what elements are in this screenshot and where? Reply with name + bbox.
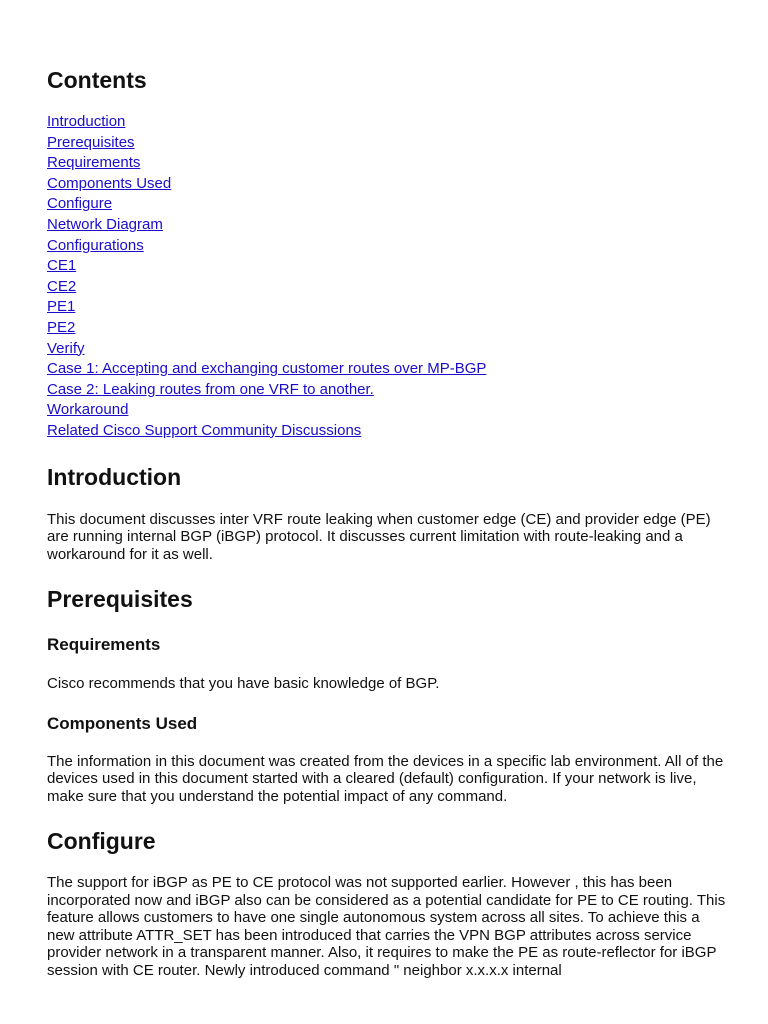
toc-link-related-discussions[interactable]: Related Cisco Support Community Discussions [47,421,362,439]
toc-link-network-diagram[interactable]: Network Diagram [47,215,163,233]
introduction-heading: Introduction [47,463,182,490]
toc-link-pe2[interactable]: PE2 [47,318,76,336]
prerequisites-heading: Prerequisites [47,586,193,612]
configure-paragraph: The support for iBGP as PE to CE protocol was not supported earlier. However , this has been incorporated now and iBGP also can be considered as a potential candidate for PE to CE routing. This feature allows customers to have one single autonomous system across all sites. To achieve this a new attribute ATTR_SET has been introduced that carries the VPN BGP attributes across service provider network in a transparent manner. Also, it requires to make the PE as route-reflector for iBGP session with CE router. Newly introduced command " neighbor x.x.x.x internal [47,874,726,979]
toc-link-configurations[interactable]: Configurations [47,236,144,254]
contents-heading: Contents [47,67,147,93]
toc-link-introduction[interactable]: Introduction [47,113,126,130]
toc-link-ce1[interactable]: CE1 [47,257,77,275]
toc-link-configure[interactable]: Configure [47,195,113,213]
introduction-paragraph: This document discusses inter VRF route leaking when customer edge (CE) and provider edge (PE) are running internal BGP (iBGP) protocol. It discusses current limitation with route-leaking and a workaround for it as well. [47,510,711,563]
components-used-paragraph: The information in this document was created from the devices in a specific lab environment. All of the devices used in this document started with a cleared (default) configuration. If your network is live, make sure that you understand the potential impact of any command. [47,752,724,805]
toc-link-case-2[interactable]: Case 2: Leaking routes from one VRF to another. [47,380,374,398]
table-of-contents [47,112,727,442]
components-used-heading: Components Used [47,713,198,733]
requirements-heading: Requirements [47,635,161,654]
toc-link-verify[interactable]: Verify [47,339,85,357]
toc-link-prerequisites[interactable]: Prerequisites [47,133,135,151]
configure-heading: Configure [47,828,156,854]
toc-link-case-1[interactable]: Case 1: Accepting and exchanging customer routes over MP-BGP [47,360,487,378]
toc-link-pe1[interactable]: PE1 [47,298,76,316]
toc-link-requirements[interactable]: Requirements [47,154,141,172]
document-body [47,66,727,979]
requirements-paragraph: Cisco recommends that you have basic knowledge of BGP. [47,675,440,692]
toc-link-components-used[interactable]: Components Used [47,174,172,192]
toc-link-workaround[interactable]: Workaround [47,401,129,419]
toc-link-ce2[interactable]: CE2 [47,277,77,295]
